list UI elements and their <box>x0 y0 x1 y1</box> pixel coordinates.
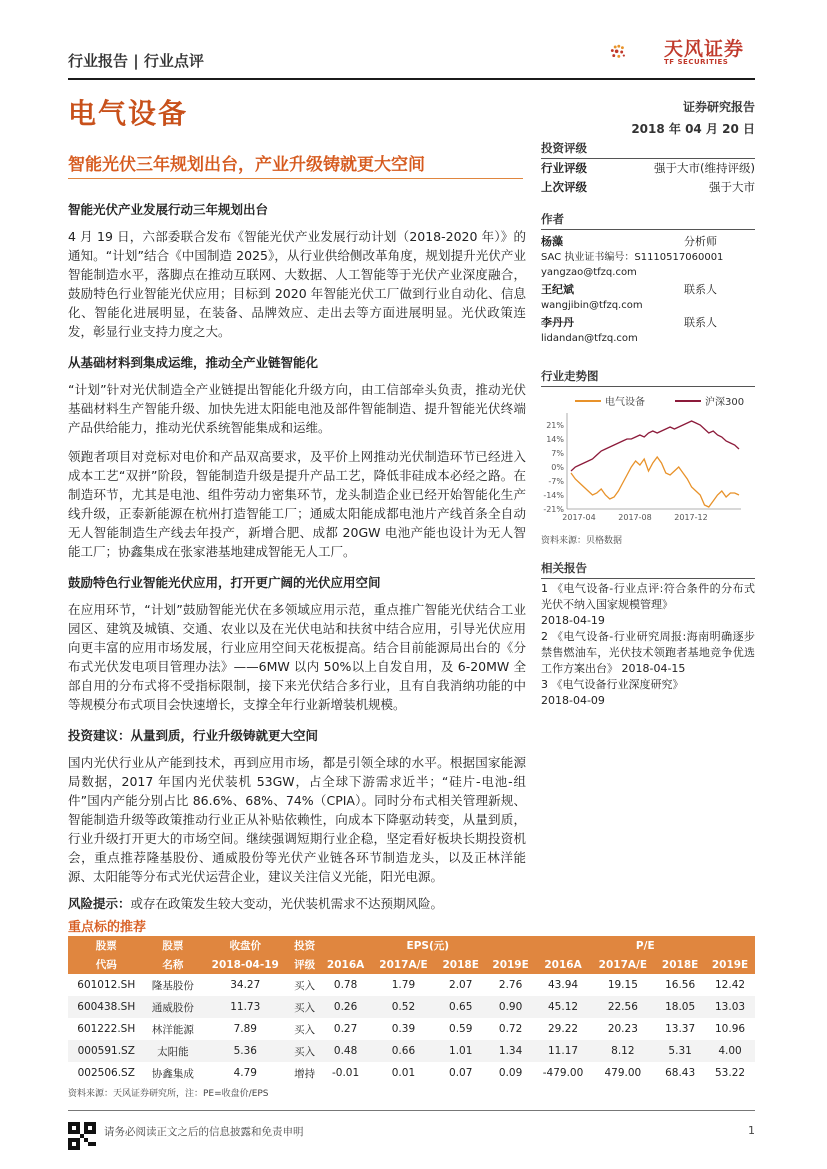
author-role: 联系人 <box>684 316 717 329</box>
table-cell: 林洋能源 <box>151 1023 194 1036</box>
table-subheader-cell: 2017A/E <box>591 955 656 974</box>
y-tick-label: 21% <box>546 421 564 430</box>
cert-number: S1110517060001 <box>634 252 724 263</box>
table-cell: 0.72 <box>498 1023 523 1035</box>
risk-text: 或存在政策发生较大变动，光伏装机需求不达预期风险。 <box>130 896 444 911</box>
chart-source: 资料来源：贝格数据 <box>541 536 623 546</box>
table-heading: 重点标的推荐 <box>68 920 147 935</box>
recommendation-table <box>68 936 755 1084</box>
title-divider <box>68 178 523 179</box>
table-cell: 协鑫集成 <box>151 1067 194 1080</box>
risk-note <box>68 894 526 913</box>
table-cell: 34.27 <box>230 979 261 991</box>
table-cell: 0.48 <box>320 1040 371 1062</box>
table-cell: -479.00 <box>542 1067 584 1079</box>
table-cell: 买入 <box>294 1023 316 1036</box>
authors-heading: 作者 <box>541 211 755 230</box>
series-line <box>571 457 739 507</box>
table-subheader-cell: 2019E <box>486 955 536 974</box>
section-heading: 投资建议：从量到质，行业升级铸就更大空间 <box>68 728 319 743</box>
table-cell: 5.31 <box>655 1040 705 1062</box>
table-cell: 53.22 <box>715 1067 746 1079</box>
table-cell: 隆基股份 <box>151 979 194 992</box>
table-cell: -0.01 <box>332 1067 360 1079</box>
x-tick-label: 2017-04 <box>562 513 596 522</box>
col-rating-top: 投资 <box>289 936 320 955</box>
y-tick-label: 0% <box>551 463 564 472</box>
table-cell: 1.34 <box>486 1040 536 1062</box>
related-list <box>541 581 755 709</box>
table-cell: 0.78 <box>333 979 358 991</box>
sidebar <box>541 140 755 709</box>
table-cell: 601222.SH <box>77 1023 136 1035</box>
table-cell: 1.01 <box>436 1040 486 1062</box>
table-note: 资料来源：天风证券研究所，注：PE=收盘价/EPS <box>68 1089 269 1099</box>
table-row <box>68 1062 755 1084</box>
table-cell: 20.23 <box>607 1023 638 1035</box>
author-name: 王纪斌 <box>541 283 574 296</box>
author-email[interactable]: wangjibin@tfzq.com <box>541 300 643 311</box>
related-report[interactable] <box>541 629 755 677</box>
table-row <box>68 1018 755 1040</box>
report-category: 行业报告 | 行业点评 <box>68 52 204 70</box>
author-email[interactable]: lidandan@tfzq.com <box>541 333 638 344</box>
sector-title: 电气设备 <box>68 97 189 130</box>
prev-rating-row <box>541 178 755 197</box>
author-cert <box>541 250 755 265</box>
logo-name: 天风证券 <box>664 38 745 60</box>
table-cell: 68.43 <box>665 1067 696 1079</box>
main-content <box>68 200 526 913</box>
paragraph: 国内光伏行业从产能到技术，再到应用市场，都是引领全球的水平。根据国家能源局数据，2017 年国内光伏装机 53GW，占全球下游需求近半；“硅片-电池-组件”国内产能分别占比 86.6%、68%、74%（CPIA）。同时分布式相关管理新规、智能制造升级等政策推动行业正从补贴依赖性，向成本下降驱动转变，从量到质，行业升级打开更大的市场空间。继续强调短期行业企稳，坚定看好板块长期投资机会，重点推荐隆基股份、通威股份等光伏产业链各环节制造龙头，以及正林洋能源、太阳能等分布式光伏运营企业，建议关注信义光能，阳光电源。 <box>68 755 526 884</box>
col-pe-group: P/E <box>536 936 755 955</box>
author-block <box>541 234 755 346</box>
table-subheader-cell: 2016A <box>320 955 371 974</box>
table-cell: 000591.SZ <box>68 1040 145 1062</box>
table-cell: 1.79 <box>391 979 416 991</box>
paragraph: “计划”针对光伏制造全产业链提出智能化升级方向，由工信部牵头负责，推动光伏基础材料生产智能升级、加快先进太阳能电池及部件智能制造、提升智能光伏终端产品供给能力，推动光伏系统智能集成和运维。 <box>68 382 526 435</box>
table-cell: 8.12 <box>591 1040 656 1062</box>
author-name: 杨藻 <box>541 235 563 248</box>
trend-chart <box>541 391 755 531</box>
report-title: 智能光伏三年规划出台，产业升级铸就更大空间 <box>68 155 425 175</box>
section-heading: 鼓励特色行业智能光伏应用，打开更广阔的光伏应用空间 <box>68 575 381 590</box>
table-cell: 43.94 <box>548 979 579 991</box>
table-cell: 22.56 <box>591 996 656 1018</box>
paragraph: 4 月 19 日，六部委联合发布《智能光伏产业发展行动计划（2018-2020 年）》的通知。“计划”结合《中国制造 2025》，从行业供给侧改革角度，规划提升光伏产业智能制造水平，落脚点在推动互联网、大数据、人工智能等于光伏产业深度融合，鼓励特色行业智能光伏应用；目标到 2020 年智能光伏工厂做到行业自动化、信息化、智能化进展明显，在装备、品牌效应、走出去等方面进展明显。光伏政策连发，彰显行业支持力度之大。 <box>68 229 526 339</box>
risk-label: 风险提示： <box>68 896 131 911</box>
paragraph: 在应用环节，“计划”鼓励智能光伏在多领域应用示范，重点推广智能光伏结合工业园区、建筑及城镇、交通、农业以及在光伏电站和扶贫中结合应用，引导光伏应用向更丰富的应用市场发展，行业应用空间天花板提高。结合目前能源局出台的《分布式光伏发电项目管理办法》——6MW 以内 50%以上自发自用，及 6-20MW 全部自用的分布式将不受指标限制，接下来光伏结合多行业，且有自我消纳功能的中等规模分布式项目会快速增长，支撑全年行业新增装机规模。 <box>68 602 526 712</box>
logo-subtitle: TF SECURITIES <box>664 58 729 66</box>
table-cell: 通威股份 <box>145 996 202 1018</box>
table-cell: 0.09 <box>498 1067 523 1079</box>
author-role: 联系人 <box>684 283 717 296</box>
rating-row <box>541 159 755 178</box>
col-price-top: 收盘价 <box>201 936 289 955</box>
table-cell: 11.73 <box>201 996 289 1018</box>
y-tick-label: -7% <box>548 477 564 486</box>
table-cell: 0.07 <box>449 1067 473 1079</box>
series-line <box>571 421 739 471</box>
section-heading: 从基础材料到集成运维，推动全产业链智能化 <box>68 355 319 370</box>
table-cell: 0.52 <box>371 996 436 1018</box>
y-tick-label: -14% <box>543 491 564 500</box>
table-cell: 600438.SH <box>68 996 145 1018</box>
table-cell: 13.03 <box>705 996 755 1018</box>
table-row <box>68 974 755 996</box>
table-cell: 002506.SZ <box>77 1067 135 1079</box>
table-cell: 0.66 <box>371 1040 436 1062</box>
trend-heading: 行业走势图 <box>541 368 755 387</box>
y-tick-label: -21% <box>543 505 564 514</box>
paragraph: 领跑者项目对竞标对电价和产品双高要求，及平价上网推动光伏制造环节已经进入成本工艺“双拼”阶段，智能制造升级是提升产品工艺，降低非硅成本必经之路。在制造环节，尤其是电池、组件劳动力密集环节，龙头制造企业已经开始智能化生产线升级，正泰新能源在杭州打造智能工厂；通威太阳能成都电池片产线首条全自动无人智能制造生产线去年投产，新增合肥、成都 20GW 电池产能也设计为无人智能工厂；协鑫集成在张家港基地建成智能无人工厂。 <box>68 449 526 559</box>
rating-value: 强于大市(维持评级) <box>654 161 755 175</box>
table-cell: 601012.SH <box>77 979 136 991</box>
table-subheader-cell: 2017A/E <box>371 955 436 974</box>
table-cell: 479.00 <box>604 1067 642 1079</box>
table-subheader-cell: 名称 <box>145 955 202 974</box>
table-subheader-cell: 2018-04-19 <box>201 955 289 974</box>
col-name-top: 股票 <box>145 936 202 955</box>
related-date: 2018-04-09 <box>541 694 605 707</box>
related-date: 2018-04-19 <box>541 614 605 627</box>
table-cell: 0.27 <box>333 1023 358 1035</box>
author-role: 分析师 <box>684 235 717 248</box>
author-name: 李丹丹 <box>541 316 574 329</box>
report-type: 证券研究报告 <box>682 100 755 114</box>
y-tick-label: 7% <box>551 449 564 458</box>
table-cell: 19.15 <box>607 979 638 991</box>
prev-rating-value: 强于大市 <box>709 180 755 194</box>
table-cell: 0.01 <box>391 1067 416 1079</box>
table-header-row <box>68 936 755 955</box>
rating-label: 行业评级 <box>541 161 587 175</box>
table-cell: 0.26 <box>320 996 371 1018</box>
table-cell: 5.36 <box>201 1040 289 1062</box>
table-row <box>68 996 755 1018</box>
prev-rating-label: 上次评级 <box>541 180 587 194</box>
table-cell: 0.59 <box>449 1023 473 1035</box>
table-cell: 16.56 <box>665 979 696 991</box>
table-row <box>68 1040 755 1062</box>
table-cell: 11.17 <box>536 1040 591 1062</box>
table-cell: 2.76 <box>498 979 523 991</box>
legend-label: 电气设备 <box>605 397 645 408</box>
x-tick-label: 2017-12 <box>674 513 708 522</box>
table-subheader-cell: 代码 <box>68 955 145 974</box>
table-cell: 18.05 <box>655 996 705 1018</box>
table-subheader-cell: 评级 <box>289 955 320 974</box>
logo-mark-icon <box>608 28 662 76</box>
table-subheader-cell: 2018E <box>655 955 705 974</box>
author-email[interactable]: yangzao@tfzq.com <box>541 267 637 278</box>
table-cell: 4.00 <box>705 1040 755 1062</box>
x-tick-label: 2017-08 <box>618 513 652 522</box>
table-cell: 增持 <box>294 1067 316 1080</box>
table-cell: 13.37 <box>665 1023 696 1035</box>
footer-disclaimer: 请务必阅读正文之后的信息披露和免责申明 <box>104 1126 304 1138</box>
col-eps-group: EPS(元) <box>320 936 535 955</box>
table-cell: 45.12 <box>536 996 591 1018</box>
y-tick-label: 14% <box>546 435 564 444</box>
table-cell: 7.89 <box>233 1023 257 1035</box>
table-cell: 4.79 <box>233 1067 257 1079</box>
table-cell: 买入 <box>289 1040 320 1062</box>
table-subheader-cell: 2016A <box>536 955 591 974</box>
table-cell: 29.22 <box>548 1023 579 1035</box>
table-cell: 12.42 <box>715 979 746 991</box>
rating-heading: 投资评级 <box>541 140 755 159</box>
table-subheader-cell: 2018E <box>436 955 486 974</box>
page-number: 1 <box>748 1124 755 1137</box>
report-date: 2018 年 04 月 20 日 <box>631 122 755 136</box>
related-report-text[interactable]: 2 《电气设备-行业研究周报:海南明确逐步禁售燃油车，光伏技术领跑者基地竞争优选工作方案出台》 <box>541 630 755 675</box>
table-cell: 10.96 <box>715 1023 746 1035</box>
table-subheader-row <box>68 955 755 974</box>
table-cell: 买入 <box>294 979 316 992</box>
related-date: 2018-04-15 <box>621 662 686 675</box>
related-report[interactable]: 3 《电气设备行业深度研究》 <box>541 678 684 691</box>
col-code-top: 股票 <box>68 936 145 955</box>
table-subheader-cell: 2019E <box>705 955 755 974</box>
related-report[interactable]: 1 《电气设备-行业点评:符合条件的分布式光伏不纳入国家规模管理》 <box>541 582 755 611</box>
table-cell: 0.65 <box>436 996 486 1018</box>
legend-label: 沪深300 <box>705 397 745 408</box>
footer-divider <box>68 1110 755 1111</box>
table-cell: 2.07 <box>449 979 473 991</box>
table-cell: 买入 <box>289 996 320 1018</box>
header-divider <box>68 78 755 80</box>
related-heading: 相关报告 <box>541 560 755 579</box>
section-heading: 智能光伏产业发展行动三年规划出台 <box>68 202 269 217</box>
table-cell: 太阳能 <box>145 1040 202 1062</box>
cert-label: SAC 执业证书编号： <box>541 252 635 263</box>
table-cell: 0.39 <box>391 1023 416 1035</box>
qr-code-icon <box>68 1122 96 1150</box>
table-cell: 0.90 <box>486 996 536 1018</box>
